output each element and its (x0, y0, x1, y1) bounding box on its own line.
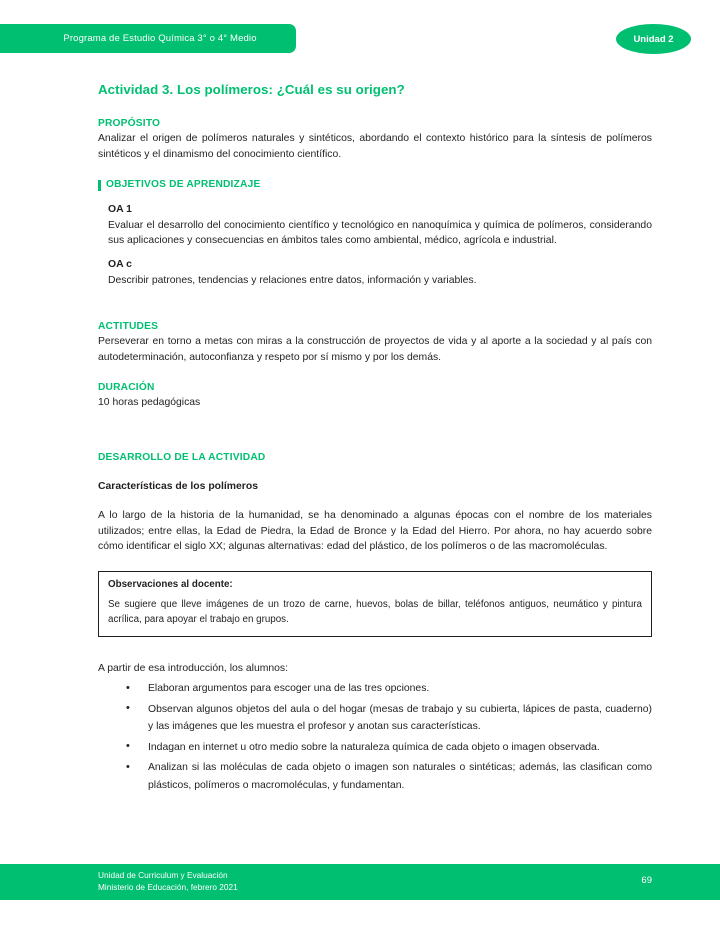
observaciones-text: Se sugiere que lleve imágenes de un trozo de carne, huevos, bolas de billar, teléfonos antiguos, neumático y pintura acrílica, para apoyar el trabajo en grupos. (108, 598, 642, 625)
desarrollo-subheading: Características de los polímeros (98, 480, 258, 492)
list-intro-text: A partir de esa introducción, los alumnos: (98, 662, 289, 674)
spacer (98, 637, 652, 661)
actitudes-heading: ACTITUDES (98, 321, 159, 333)
proposito-section (98, 118, 652, 162)
spacer (98, 465, 652, 481)
spacer (98, 492, 652, 508)
page-content (98, 82, 652, 797)
list-item: • Analizan si las moléculas de cada objeto o imagen son naturales o sintéticas; además, las clasifican como plásticos, polímeros o macromoléculas, y fundamentan. (98, 759, 652, 794)
spacer (98, 305, 652, 321)
unit-badge (616, 24, 691, 54)
desarrollo-intro-paragraph: A lo largo de la historia de la humanidad, se ha denominado a algunas épocas con el nombre de los materiales utilizados; entre ellas, la Edad de Piedra, la Edad de Bronce y la Edad del Hierro. Por ahora, no hay acuerdo sobre cómo identificar el siglo XX; algunas alternativas: edad del plástico, de los polímeros o de las macromoléculas. (98, 509, 652, 553)
page-footer (0, 864, 720, 900)
desarrollo-heading: DESARROLLO DE LA ACTIVIDAD (98, 451, 266, 463)
program-banner-label: Programa de Estudio Química 3° o 4° Medio (63, 33, 257, 44)
page-number: 69 (641, 875, 652, 886)
actitudes-section (98, 321, 652, 365)
footer-line-2: Ministerio de Educación, febrero 2021 (98, 881, 238, 892)
actitudes-text: Perseverar en torno a metas con miras a la construcción de proyectos de vida y al aporte a la sociedad y al país con autodeterminación, autoconfianza y respeto por sí mismo y por los demás. (98, 336, 652, 363)
footer-institution (98, 870, 238, 893)
spacer (98, 555, 652, 571)
spacer (98, 192, 652, 202)
objetivos-heading: OBJETIVOS DE APRENDIZAJE (98, 179, 652, 190)
spacer (98, 428, 652, 452)
list-item: • Observan algunos objetos del aula o del hogar (mesas de trabajo y su cubierta, lápices de pasta, cuaderno) y las imágenes que les muestra el profesor y anotan sus características. (98, 701, 652, 736)
duracion-heading: DURACIÓN (98, 382, 155, 394)
oa-text: Evaluar el desarrollo del conocimiento científico y tecnológico en nanoquímica y química de polímeros, considerando sus aplicaciones y consecuencias en ámbitos tales como ambiental, médico, agrícola e industrial. (108, 219, 652, 247)
list-item: • Elaboran argumentos para escoger una de las tres opciones. (98, 680, 652, 698)
oa-text: Describir patrones, tendencias y relaciones entre datos, información y variables. (108, 274, 477, 286)
objetivos-section (98, 179, 652, 288)
list-item: • Indagan en internet u otro medio sobre la naturaleza química de cada objeto o imagen observada. (98, 739, 652, 757)
footer-line-1: Unidad de Curriculum y Evaluación (98, 870, 228, 880)
proposito-text: Analizar el origen de polímeros naturales y sintéticos, abordando el contexto histórico para la síntesis de polímeros sintéticos y el dinamismo del conocimiento científico. (98, 133, 652, 160)
duracion-text: 10 horas pedagógicas (98, 397, 201, 409)
oa-list (98, 202, 652, 288)
proposito-heading: PROPÓSITO (98, 118, 161, 129)
duracion-section (98, 382, 652, 411)
activity-steps-list (98, 680, 652, 794)
program-banner (0, 24, 296, 53)
oa-label: OA c (108, 258, 132, 270)
page-header (0, 0, 720, 70)
observaciones-title: Observaciones al docente: (108, 578, 233, 590)
desarrollo-section (98, 452, 652, 794)
observaciones-box (98, 571, 652, 637)
unit-badge-label: Unidad 2 (633, 33, 674, 45)
activity-title: Actividad 3. Los polímeros: ¿Cuál es su origen? (98, 82, 405, 97)
oa-label: OA 1 (108, 204, 132, 216)
